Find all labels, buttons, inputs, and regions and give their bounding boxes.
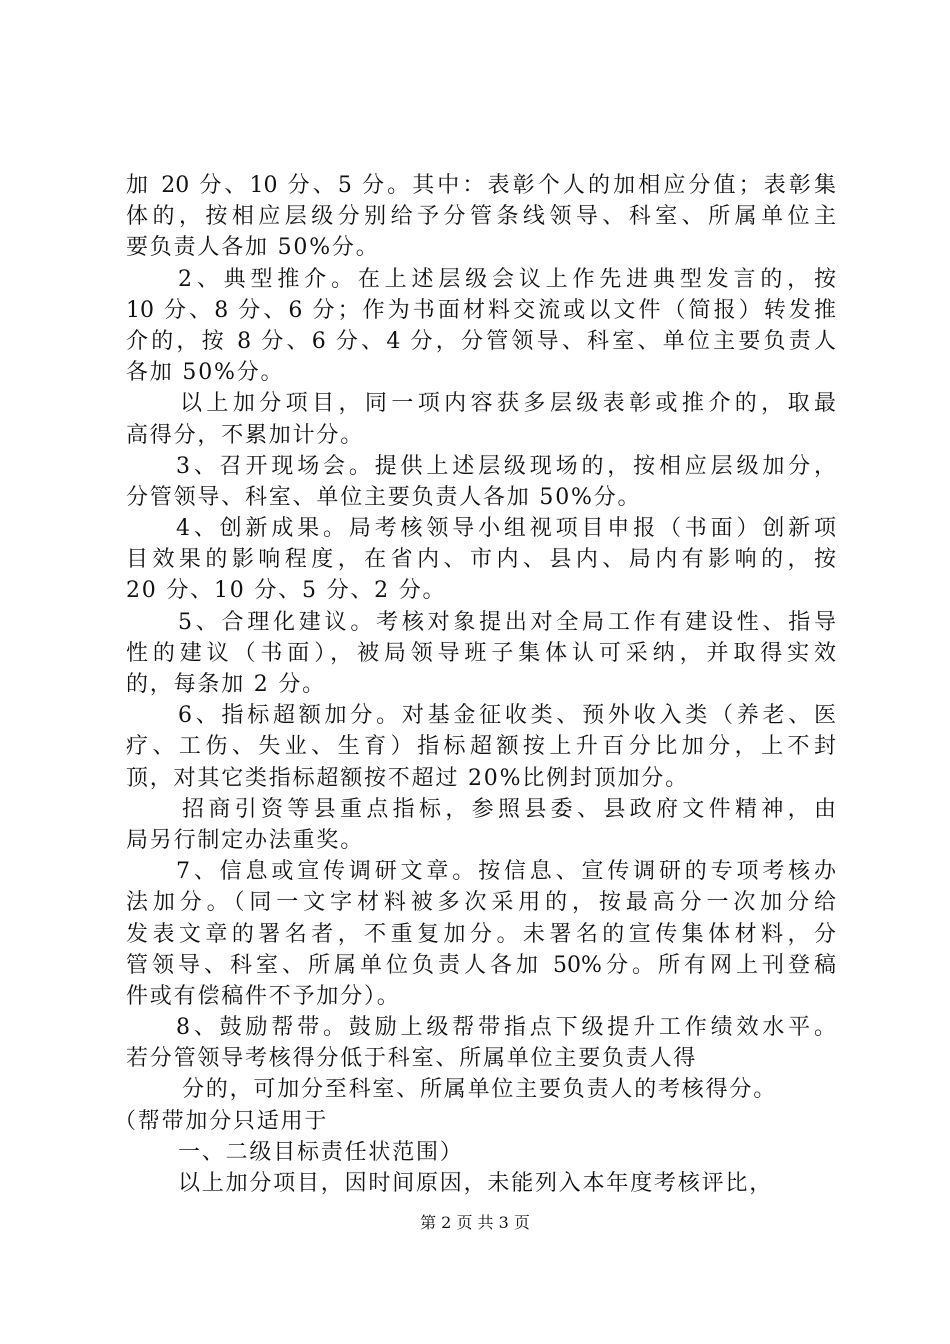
text-line: 的，每条加 2 分。 — [126, 672, 326, 697]
text-line: 目效果的影响程度，在省内、市内、县内、局内有影响的，按 — [126, 547, 836, 573]
text-line: 法加分。（同一文字材料被多次采用的，按最高分一次加分给 — [126, 890, 836, 916]
text-line: 发表文章的署名者，不重复加分。未署名的宣传集体材料，分 — [126, 921, 836, 947]
text-line: 分的，可加分至科室、所属单位主要负责人的考核得分。 — [182, 1077, 778, 1103]
text-line: 管领导、科室、所属单位负责人各加 50%分。所有网上刊登稿 — [126, 952, 836, 978]
text-line: 加 20 分、10 分、5 分。其中：表彰个人的加相应分值；表彰集 — [126, 173, 836, 198]
text-line: 8、鼓励帮带。鼓励上级帮带指点下级提升工作绩效水平。 — [176, 1015, 836, 1041]
text-line: 分管领导、科室、单位主要负责人各加 50%分。 — [126, 484, 642, 510]
text-line: 10 分、8 分、6 分；作为书面材料交流或以文件（简报）转发推 — [126, 297, 836, 323]
text-line: 要负责人各加 50%分。 — [126, 235, 380, 261]
text-line: 各加 50%分。 — [126, 360, 285, 386]
text-line: 件或有偿稿件不予加分）。 — [126, 983, 401, 1009]
text-line: 2、典型推介。在上述层级会议上作先进典型发言的，按 — [178, 266, 836, 292]
text-line: 介的，按 8 分、6 分、4 分，分管领导、科室、单位主要负责人 — [126, 328, 836, 354]
text-line: 疗、工伤、失业、生育）指标超额按上升百分比加分，上不封 — [126, 734, 836, 760]
text-line: 高得分，不累加计分。 — [126, 422, 365, 448]
text-line: 一、二级目标责任状范围） — [178, 1139, 464, 1165]
page-footer: 第 2 页 共 3 页 — [420, 1213, 530, 1232]
text-line: 3、召开现场会。提供上述层级现场的，按相应层级加分， — [176, 453, 836, 479]
document-body — [114, 170, 836, 1199]
text-line: 体的，按相应层级分别给予分管条线领导、科室、所属单位主 — [126, 204, 836, 230]
text-line: 若分管领导考核得分低于科室、所属单位主要负责人得 — [126, 1046, 698, 1072]
text-line: 顶，对其它类指标超额按不超过 20%比例封顶加分。 — [126, 765, 689, 791]
text-line: 7、信息或宣传调研文章。按信息、宣传调研的专项考核办 — [176, 859, 836, 885]
text-line: 6、指标超额加分。对基金征收类、预外收入类（养老、医 — [178, 703, 836, 729]
text-line: （帮带加分只适用于 — [114, 1108, 329, 1134]
text-line: 20 分、10 分、5 分、2 分。 — [126, 578, 447, 604]
text-line: 4、创新成果。局考核领导小组视项目申报（书面）创新项 — [176, 516, 836, 542]
text-line: 局另行制定办法重奖。 — [126, 827, 365, 853]
text-line: 5、合理化建议。考核对象提出对全局工作有建设性、指导 — [178, 609, 836, 635]
text-line: 以上加分项目，同一项内容获多层级表彰或推介的，取最 — [180, 391, 836, 417]
text-line: 以上加分项目，因时间原因，未能列入本年度考核评比， — [178, 1171, 774, 1196]
text-line: 招商引资等县重点指标，参照县委、县政府文件精神，由 — [182, 796, 836, 822]
text-line: 性的建议（书面），被局领导班子集体认可采纳，并取得实效 — [126, 640, 836, 666]
